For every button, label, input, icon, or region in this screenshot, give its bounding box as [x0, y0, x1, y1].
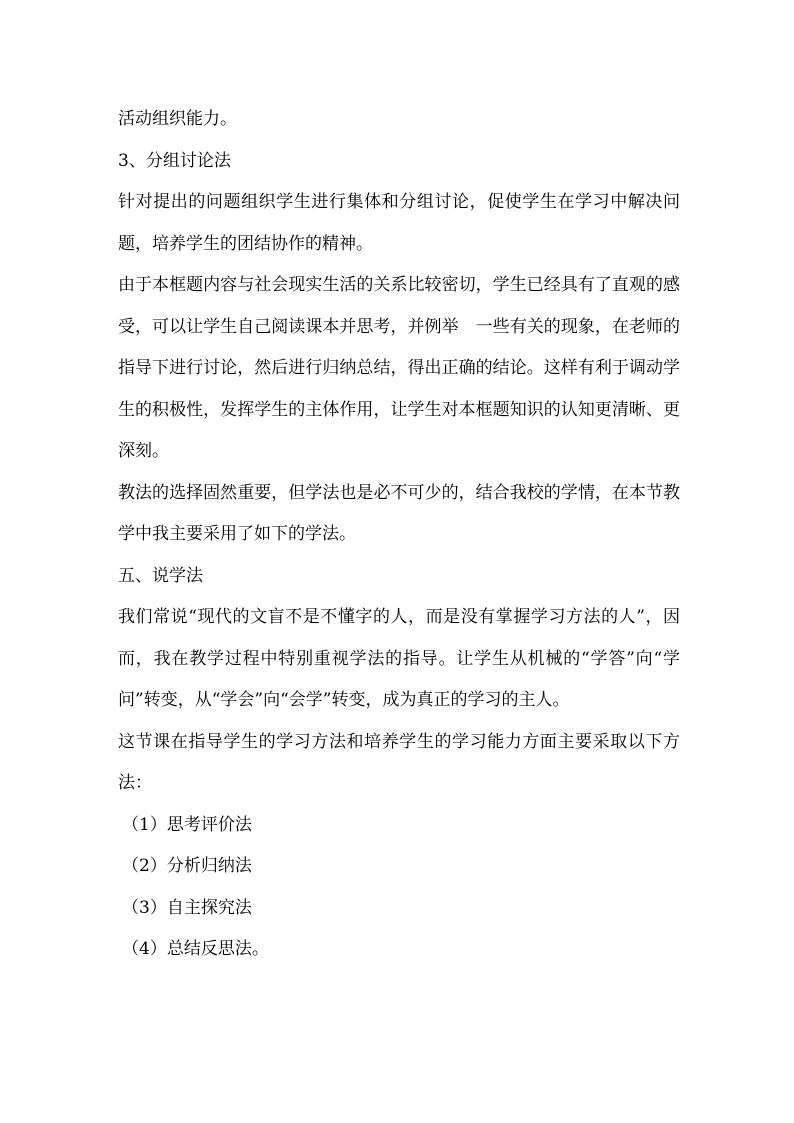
paragraph-continuation: 活动组织能力。	[118, 109, 237, 129]
list-item-method-1: （1）思考评价法	[122, 814, 252, 835]
section-heading-group-discussion: 3、分组讨论法	[118, 150, 231, 171]
list-item-method-3: （3）自主探究法	[122, 897, 252, 918]
paragraph-methods-intro: 这节课在指导学生的学习方法和培养学生的学习能力方面主要采取以下方法：	[118, 731, 680, 793]
paragraph-teaching-method-choice: 教法的选择固然重要，但学法也是必不可少的，结合我校的学情，在本节教学中我主要采用了如下的学法。	[118, 482, 680, 544]
document-body	[118, 99, 680, 971]
paragraph-learning-guidance: 我们常说“现代的文盲不是不懂字的人，而是没有掌握学习方法的人”，因而，我在教学过程中特别重视学法的指导。让学生从机械的“学答”向“学问”转变，从“学会”向“会学”转变，成为真正的学习的主人。	[118, 607, 680, 710]
paragraph-discussion-method: 针对提出的问题组织学生进行集体和分组讨论，促使学生在学习中解决问题，培养学生的团结协作的精神。	[118, 192, 680, 254]
section-heading-learning-methods: 五、说学法	[118, 565, 203, 586]
list-item-method-4: （4）总结反思法。	[122, 939, 269, 959]
paragraph-method-rationale: 由于本框题内容与社会现实生活的关系比较密切，学生已经具有了直观的感受，可以让学生自己阅读课本并思考，并例举 一些有关的现象，在老师的指导下进行讨论，然后进行归纳总结，得出正确的结论。这样有利于调动学生的积极性，发挥学生的主体作用，让学生对本框题知识的认知更清晰、更深刻。	[118, 275, 680, 461]
list-item-method-2: （2）分析归纳法	[122, 856, 252, 876]
